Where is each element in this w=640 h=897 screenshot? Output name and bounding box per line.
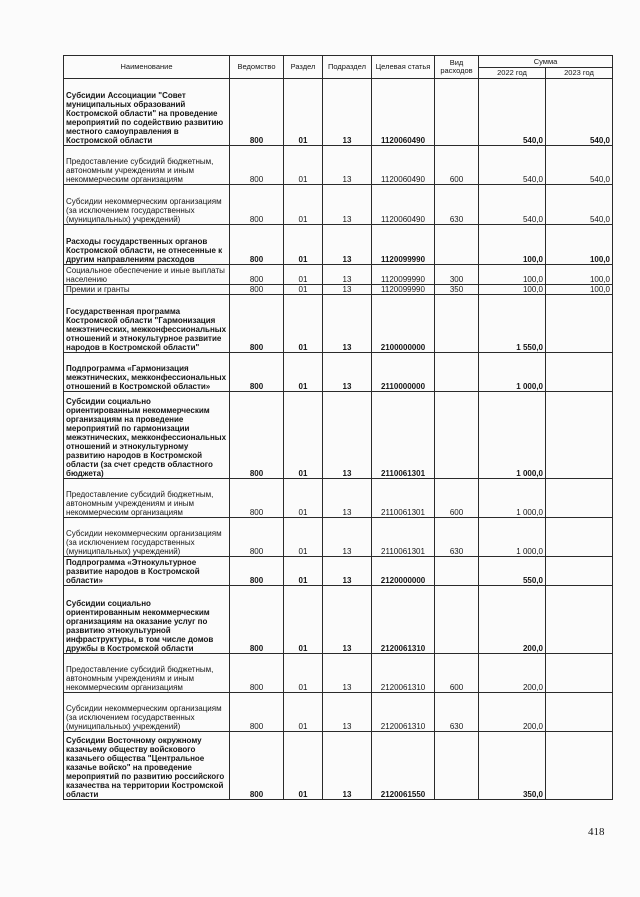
row-section: 01 — [284, 479, 323, 518]
row-subsection: 13 — [323, 285, 372, 295]
row-target: 2110061301 — [372, 518, 435, 557]
row-section: 01 — [284, 732, 323, 800]
row-exptype — [435, 295, 479, 353]
row-sum-2023 — [546, 586, 613, 654]
row-dept: 800 — [230, 295, 284, 353]
table-row — [64, 265, 613, 285]
row-exptype: 600 — [435, 146, 479, 185]
row-sum-2023 — [546, 518, 613, 557]
row-sum-2023 — [546, 392, 613, 479]
row-sum-2022: 540,0 — [479, 185, 546, 225]
row-subsection: 13 — [323, 654, 372, 693]
row-section: 01 — [284, 146, 323, 185]
budget-table — [63, 55, 613, 800]
table-row — [64, 146, 613, 185]
row-target: 2120000000 — [372, 557, 435, 586]
row-dept: 800 — [230, 732, 284, 800]
table-header — [64, 56, 613, 79]
row-subsection: 13 — [323, 479, 372, 518]
row-sum-2022: 200,0 — [479, 654, 546, 693]
row-target: 1120060490 — [372, 79, 435, 146]
row-subsection: 13 — [323, 732, 372, 800]
table-row — [64, 225, 613, 265]
row-sum-2023: 100,0 — [546, 225, 613, 265]
row-section: 01 — [284, 518, 323, 557]
row-sum-2023 — [546, 353, 613, 392]
row-subsection: 13 — [323, 353, 372, 392]
header-dept: Ведомство — [230, 56, 284, 79]
row-exptype: 600 — [435, 479, 479, 518]
row-name: Субсидии некоммерческим организациям (за исключением государственных (муниципальных) учреждений) — [64, 185, 230, 225]
table-row — [64, 392, 613, 479]
row-sum-2022: 1 000,0 — [479, 392, 546, 479]
row-target: 2120061310 — [372, 586, 435, 654]
row-section: 01 — [284, 185, 323, 225]
row-exptype — [435, 79, 479, 146]
row-name: Субсидии Восточному окружному казачьему обществу войскового казачьего общества "Центральное казачье войско" на проведение мероприятий по развитию российского казачества на территории Костромской области — [64, 732, 230, 800]
row-exptype — [435, 586, 479, 654]
row-target: 1120099990 — [372, 225, 435, 265]
row-section: 01 — [284, 79, 323, 146]
row-sum-2022: 1 000,0 — [479, 353, 546, 392]
row-exptype: 600 — [435, 654, 479, 693]
row-target: 2110000000 — [372, 353, 435, 392]
table-row — [64, 518, 613, 557]
row-section: 01 — [284, 295, 323, 353]
table-row — [64, 693, 613, 732]
row-section: 01 — [284, 654, 323, 693]
row-target: 1120099990 — [372, 285, 435, 295]
row-exptype: 630 — [435, 185, 479, 225]
row-name: Субсидии некоммерческим организациям (за исключением государственных (муниципальных) учреждений) — [64, 518, 230, 557]
row-sum-2022: 540,0 — [479, 79, 546, 146]
row-section: 01 — [284, 353, 323, 392]
row-name: Предоставление субсидий бюджетным, автономным учреждениям и иным некоммерческим организациям — [64, 654, 230, 693]
header-target: Целевая статья — [372, 56, 435, 79]
row-exptype — [435, 392, 479, 479]
row-name: Субсидии социально ориентированным некоммерческим организациям на проведение мероприятий по гармонизации межэтнических, межконфессиональных отношений и этнокультурному развитию народов в Костромской области (за счет средств областного бюджета) — [64, 392, 230, 479]
row-subsection: 13 — [323, 586, 372, 654]
row-subsection: 13 — [323, 146, 372, 185]
page-number: 418 — [588, 826, 605, 838]
row-sum-2022: 100,0 — [479, 265, 546, 285]
row-exptype: 630 — [435, 693, 479, 732]
row-dept: 800 — [230, 654, 284, 693]
row-section: 01 — [284, 557, 323, 586]
row-sum-2023 — [546, 479, 613, 518]
row-section: 01 — [284, 586, 323, 654]
row-subsection: 13 — [323, 693, 372, 732]
row-exptype — [435, 225, 479, 265]
table-row — [64, 285, 613, 295]
row-dept: 800 — [230, 518, 284, 557]
row-name: Предоставление субсидий бюджетным, автономным учреждениям и иным некоммерческим организациям — [64, 479, 230, 518]
row-subsection: 13 — [323, 225, 372, 265]
row-sum-2023: 540,0 — [546, 146, 613, 185]
row-dept: 800 — [230, 225, 284, 265]
row-exptype: 300 — [435, 265, 479, 285]
row-section: 01 — [284, 285, 323, 295]
row-dept: 800 — [230, 557, 284, 586]
table-row — [64, 557, 613, 586]
row-name: Подпрограмма «Этнокультурное развитие народов в Костромской области» — [64, 557, 230, 586]
row-exptype — [435, 732, 479, 800]
table-row — [64, 353, 613, 392]
row-sum-2023 — [546, 732, 613, 800]
row-target: 2100000000 — [372, 295, 435, 353]
row-subsection: 13 — [323, 265, 372, 285]
row-dept: 800 — [230, 285, 284, 295]
table-row — [64, 479, 613, 518]
row-exptype: 350 — [435, 285, 479, 295]
table-row — [64, 185, 613, 225]
row-name: Расходы государственных органов Костромской области, не отнесенные к другим направлениям расходов — [64, 225, 230, 265]
row-sum-2023 — [546, 693, 613, 732]
row-section: 01 — [284, 693, 323, 732]
row-sum-2022: 200,0 — [479, 693, 546, 732]
row-subsection: 13 — [323, 295, 372, 353]
row-sum-2022: 540,0 — [479, 146, 546, 185]
row-name: Государственная программа Костромской области "Гармонизация межэтнических, межконфессиональных отношений и этнокультурное развитие народов в Костромской области" — [64, 295, 230, 353]
row-target: 1120060490 — [372, 185, 435, 225]
row-sum-2022: 200,0 — [479, 586, 546, 654]
row-target: 2120061550 — [372, 732, 435, 800]
row-sum-2022: 350,0 — [479, 732, 546, 800]
table-row — [64, 79, 613, 146]
row-name: Предоставление субсидий бюджетным, автономным учреждениям и иным некоммерческим организациям — [64, 146, 230, 185]
header-section: Раздел — [284, 56, 323, 79]
row-subsection: 13 — [323, 557, 372, 586]
row-dept: 800 — [230, 79, 284, 146]
row-section: 01 — [284, 265, 323, 285]
row-target: 2110061301 — [372, 392, 435, 479]
row-sum-2022: 100,0 — [479, 285, 546, 295]
row-dept: 800 — [230, 185, 284, 225]
row-name: Премии и гранты — [64, 285, 230, 295]
row-subsection: 13 — [323, 392, 372, 479]
row-subsection: 13 — [323, 185, 372, 225]
row-sum-2023: 100,0 — [546, 285, 613, 295]
row-sum-2022: 1 000,0 — [479, 518, 546, 557]
table-row — [64, 654, 613, 693]
row-target: 2120061310 — [372, 693, 435, 732]
row-section: 01 — [284, 392, 323, 479]
row-name: Социальное обеспечение и иные выплаты населению — [64, 265, 230, 285]
row-sum-2023: 540,0 — [546, 185, 613, 225]
header-2023: 2023 год — [546, 68, 613, 79]
row-exptype — [435, 353, 479, 392]
row-dept: 800 — [230, 265, 284, 285]
row-sum-2022: 550,0 — [479, 557, 546, 586]
row-dept: 800 — [230, 146, 284, 185]
table-row — [64, 586, 613, 654]
row-name: Субсидии некоммерческим организациям (за исключением государственных (муниципальных) учреждений) — [64, 693, 230, 732]
row-target: 2110061301 — [372, 479, 435, 518]
header-exptype: Вид расходов — [435, 56, 479, 79]
row-sum-2023: 100,0 — [546, 265, 613, 285]
row-target: 1120099990 — [372, 265, 435, 285]
table-row — [64, 295, 613, 353]
row-sum-2023 — [546, 654, 613, 693]
row-name: Субсидии социально ориентированным некоммерческим организациям на оказание услуг по развитию этнокультурной инфраструктуры, в том числе домов дружбы в Костромской области — [64, 586, 230, 654]
header-subsection: Подраздел — [323, 56, 372, 79]
row-sum-2023 — [546, 295, 613, 353]
header-sum: Сумма — [479, 56, 613, 68]
table-row — [64, 732, 613, 800]
table-body — [64, 79, 613, 800]
row-dept: 800 — [230, 353, 284, 392]
row-name: Подпрограмма «Гармонизация межэтнических, межконфессиональных отношений в Костромской области» — [64, 353, 230, 392]
row-sum-2023: 540,0 — [546, 79, 613, 146]
row-sum-2022: 100,0 — [479, 225, 546, 265]
row-exptype — [435, 557, 479, 586]
row-target: 2120061310 — [372, 654, 435, 693]
row-sum-2022: 1 000,0 — [479, 479, 546, 518]
row-sum-2022: 1 550,0 — [479, 295, 546, 353]
row-subsection: 13 — [323, 79, 372, 146]
row-exptype: 630 — [435, 518, 479, 557]
row-target: 1120060490 — [372, 146, 435, 185]
row-dept: 800 — [230, 479, 284, 518]
row-name: Субсидии Ассоциации "Совет муниципальных образований Костромской области" на проведение мероприятий по содействию развитию местного самоуправления в Костромской области — [64, 79, 230, 146]
row-subsection: 13 — [323, 518, 372, 557]
header-2022: 2022 год — [479, 68, 546, 79]
row-dept: 800 — [230, 392, 284, 479]
row-section: 01 — [284, 225, 323, 265]
row-dept: 800 — [230, 693, 284, 732]
header-name: Наименование — [64, 56, 230, 79]
row-dept: 800 — [230, 586, 284, 654]
row-sum-2023 — [546, 557, 613, 586]
